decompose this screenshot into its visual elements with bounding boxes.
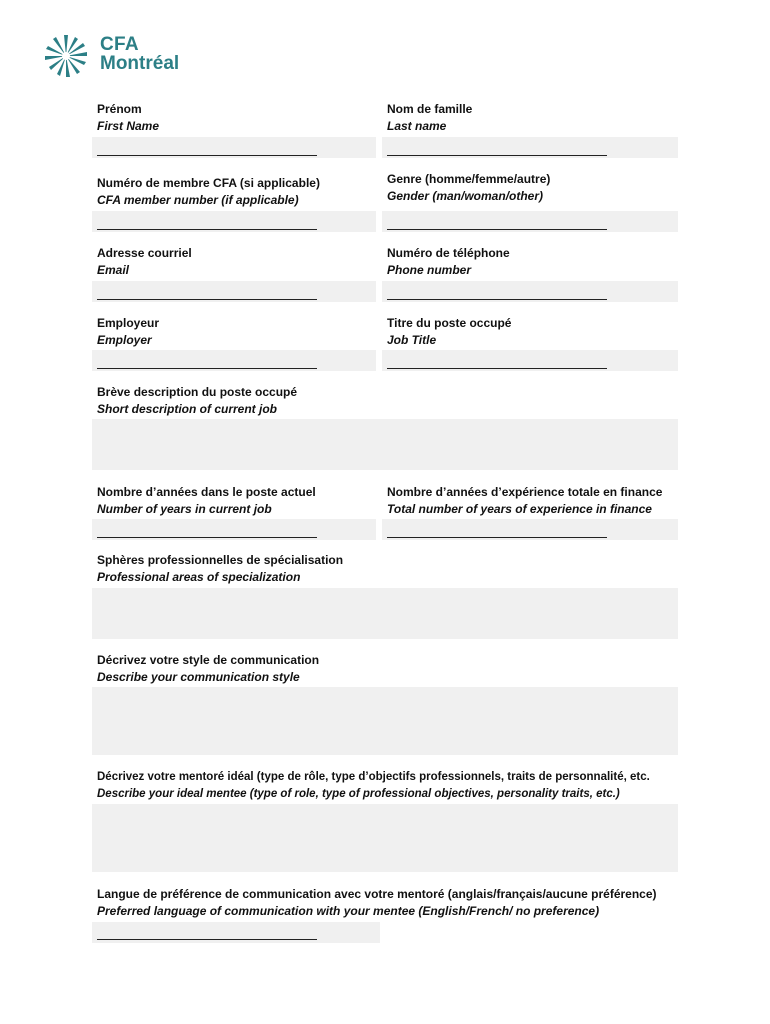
communication-style-field[interactable] [92, 687, 678, 755]
cfa-logo-icon [42, 32, 90, 80]
years-total-label [387, 484, 662, 518]
specialization-label [97, 552, 343, 586]
years-current-underline [97, 537, 317, 538]
gender-label-en: Gender (man/woman/other) [387, 189, 544, 203]
member-number-label-en: CFA member number (if applicable) [97, 193, 299, 207]
communication-style-label-en: Describe your communication style [97, 670, 300, 684]
email-label [97, 245, 192, 279]
ideal-mentee-label [97, 769, 650, 803]
gender-label-fr: Genre (homme/femme/autre) [387, 172, 551, 186]
employer-label-en: Employer [97, 333, 152, 347]
job-description-label [97, 384, 297, 418]
job-description-field[interactable] [92, 419, 678, 470]
first-name-label-fr: Prénom [97, 102, 142, 116]
logo-line2: Montréal [100, 53, 180, 74]
job-title-label-en: Job Title [387, 333, 437, 347]
job-title-label-fr: Titre du poste occupé [387, 316, 512, 330]
specialization-field[interactable] [92, 588, 678, 639]
last-name-label-en: Last name [387, 119, 447, 133]
years-total-underline [387, 537, 607, 538]
ideal-mentee-field[interactable] [92, 804, 678, 872]
phone-label-fr: Numéro de téléphone [387, 246, 510, 260]
specialization-label-fr: Sphères professionnelles de spécialisation [97, 553, 344, 567]
job-description-label-en: Short description of current job [97, 402, 278, 416]
specialization-label-en: Professional areas of specialization [97, 570, 301, 584]
job-title-label [387, 315, 511, 349]
years-total-label-fr: Nombre d’années d’expérience totale en finance [387, 485, 663, 499]
first-name-label [97, 101, 159, 135]
gender-label [387, 171, 550, 205]
employer-label [97, 315, 159, 349]
language-label-en: Preferred language of communication with your mentee (English/French/ no preference) [97, 904, 600, 918]
job-title-underline [387, 368, 607, 369]
last-name-label [387, 101, 472, 135]
last-name-underline [387, 155, 607, 156]
first-name-underline [97, 155, 317, 156]
years-current-label-en: Number of years in current job [97, 502, 272, 516]
language-label-fr: Langue de préférence de communication avec votre mentoré (anglais/français/aucune préférence) [97, 887, 657, 901]
phone-label [387, 245, 510, 279]
email-label-en: Email [97, 263, 130, 277]
member-number-underline [97, 229, 317, 230]
first-name-label-en: First Name [97, 119, 160, 133]
ideal-mentee-label-fr: Décrivez votre mentoré idéal (type de rôle, type d’objectifs professionnels, traits de personnalité, etc. [97, 771, 650, 783]
job-description-label-fr: Brève description du poste occupé [97, 385, 298, 399]
ideal-mentee-label-en: Describe your ideal mentee (type of role, type of professional objectives, personality traits, etc.) [97, 788, 620, 800]
last-name-label-fr: Nom de famille [387, 102, 473, 116]
member-number-label-fr: Numéro de membre CFA (si applicable) [97, 176, 320, 190]
logo-line1: CFA [100, 34, 139, 55]
communication-style-label [97, 652, 319, 686]
employer-underline [97, 368, 317, 369]
employer-label-fr: Employeur [97, 316, 160, 330]
years-current-label-fr: Nombre d’années dans le poste actuel [97, 485, 316, 499]
member-number-label [97, 175, 320, 209]
email-underline [97, 299, 317, 300]
logo-text [100, 35, 179, 73]
gender-underline [387, 229, 607, 230]
years-current-label [97, 484, 316, 518]
cfa-montreal-logo [42, 32, 202, 82]
phone-underline [387, 299, 607, 300]
email-label-fr: Adresse courriel [97, 246, 192, 260]
language-underline [97, 939, 317, 940]
language-label [97, 886, 657, 920]
communication-style-label-fr: Décrivez votre style de communication [97, 653, 320, 667]
phone-label-en: Phone number [387, 263, 472, 277]
years-total-label-en: Total number of years of experience in finance [387, 502, 652, 516]
